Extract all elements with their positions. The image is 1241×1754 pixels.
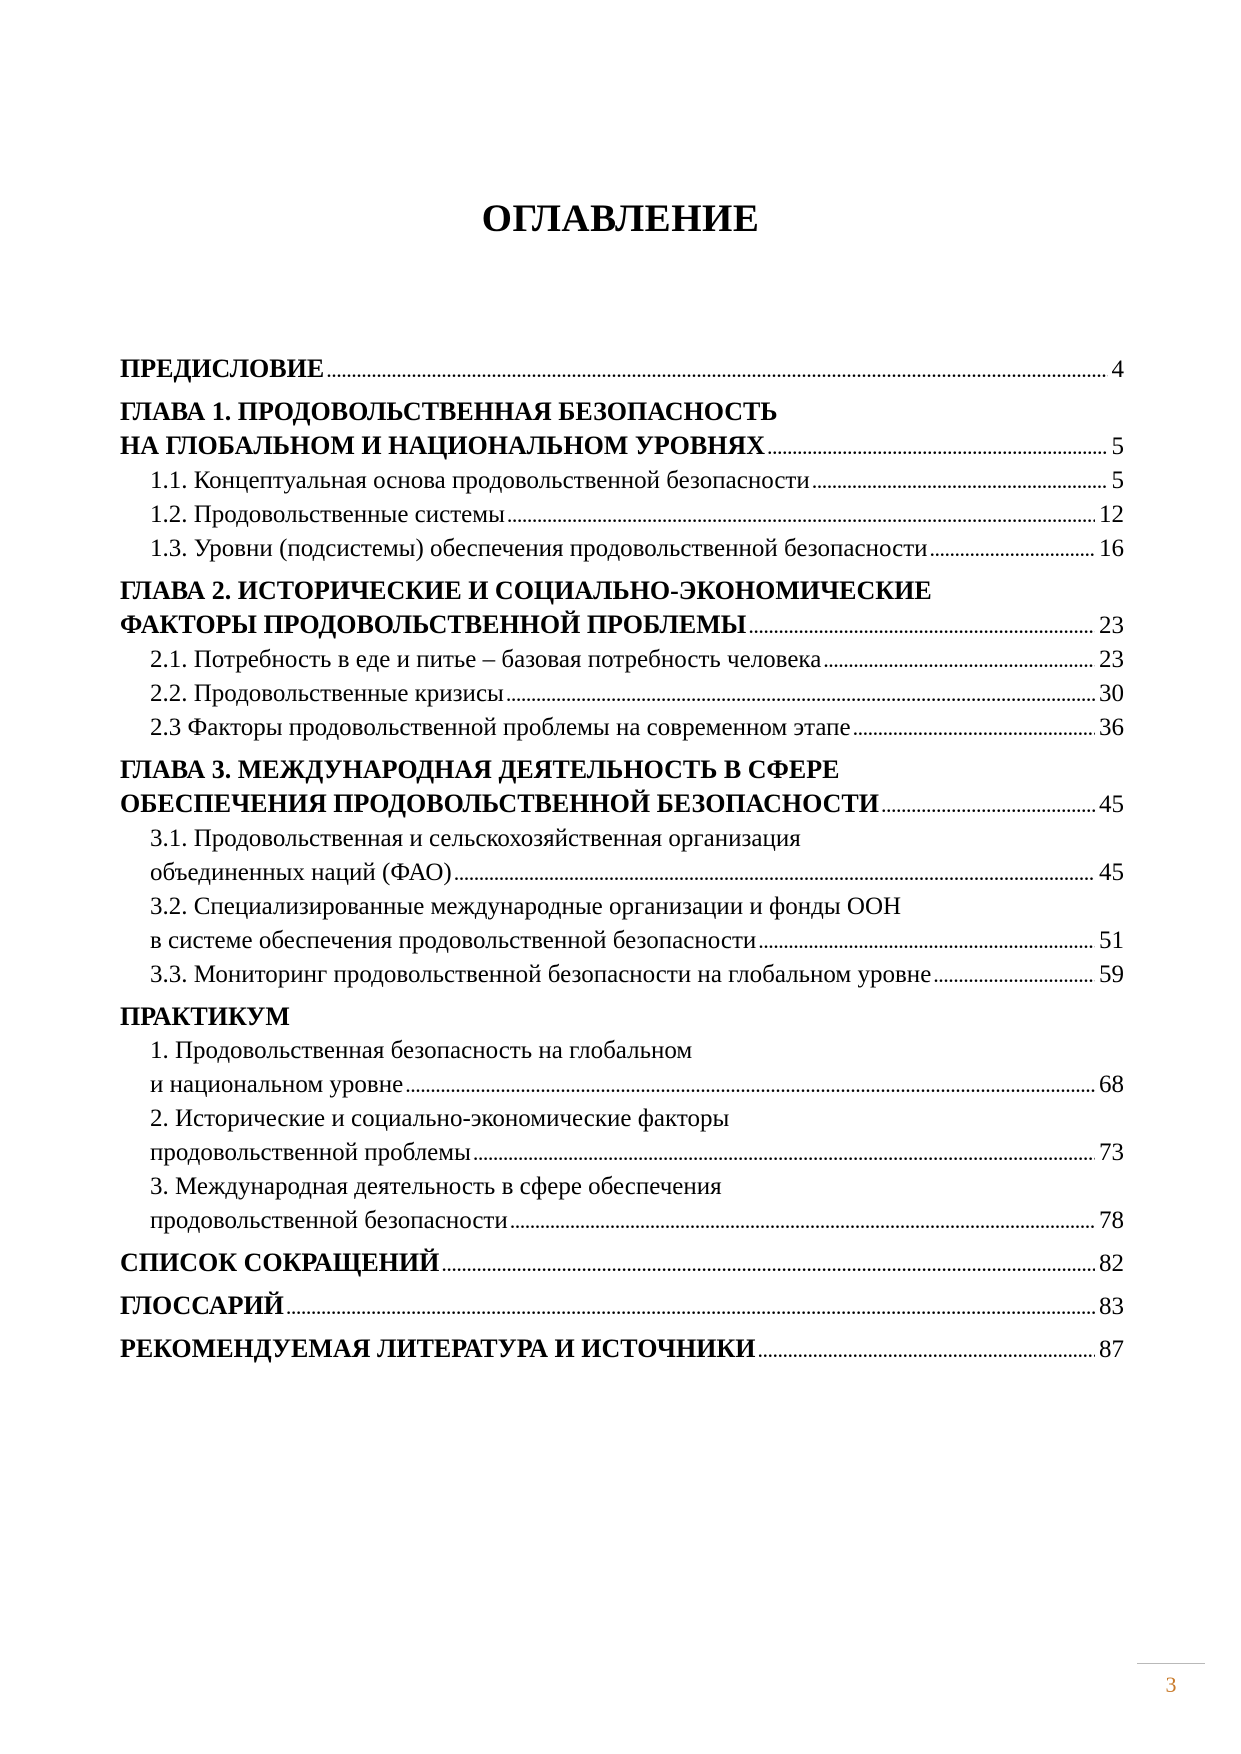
toc-entry-3-3[interactable]: [120, 958, 1124, 992]
toc-chapter-3-title-line2[interactable]: [120, 787, 1124, 822]
leader-dots: [510, 1204, 1095, 1238]
toc-group-glossary: [120, 1289, 1124, 1324]
toc-page-number: 45: [1099, 791, 1124, 818]
toc-entry-label: 2.2. Продовольственные кризисы: [150, 680, 504, 707]
leader-dots: [506, 677, 1095, 711]
toc-group-chapter-1: [120, 395, 1124, 566]
leader-dots: [757, 1333, 1095, 1367]
leader-dots: [933, 958, 1095, 992]
toc-chapter-3-title-line1[interactable]: ГЛАВА 3. МЕЖДУНАРОДНАЯ ДЕЯТЕЛЬНОСТЬ В СФЕРЕ: [120, 755, 840, 784]
page-title: ОГЛАВЛЕНИЕ: [481, 197, 760, 240]
toc-page-number: 78: [1099, 1207, 1124, 1234]
toc-entry-2-2[interactable]: [120, 677, 1124, 711]
toc-page-number: 82: [1099, 1250, 1124, 1277]
toc-group-chapter-3: [120, 753, 1124, 992]
toc-entry-practicum-1-line1[interactable]: 1. Продовольственная безопасность на глобальном: [150, 1037, 693, 1064]
toc-entry-3-1-line2[interactable]: [120, 856, 1124, 890]
toc-group-literature: [120, 1332, 1124, 1367]
toc-page-number: 87: [1099, 1336, 1124, 1363]
toc-page-number: 51: [1099, 927, 1124, 954]
footer-page-number: 3: [1165, 1672, 1177, 1697]
toc-page-number: 83: [1099, 1293, 1124, 1320]
toc-entry-practicum-3-line2[interactable]: [120, 1204, 1124, 1238]
leader-dots: [748, 609, 1095, 643]
toc-entry-3-2-line2[interactable]: [120, 924, 1124, 958]
toc-entry-label: и национальном уровне: [150, 1071, 404, 1098]
leader-dots: [286, 1290, 1095, 1324]
toc-entry-label: в системе обеспечения продовольственной безопасности: [150, 927, 757, 954]
leader-dots: [881, 788, 1095, 822]
toc-chapter-2-title-line2[interactable]: [120, 608, 1124, 643]
toc-group-preface: [120, 352, 1124, 387]
leader-dots: [767, 430, 1108, 464]
toc-entry-3-1-line1[interactable]: 3.1. Продовольственная и сельскохозяйственная организация: [150, 825, 801, 852]
toc-entry-practicum-3-line1[interactable]: 3. Международная деятельность в сфере обеспечения: [150, 1173, 722, 1200]
toc-entry-label: 1.1. Концептуальная основа продовольственной безопасности: [150, 467, 810, 494]
leader-dots: [812, 464, 1108, 498]
toc-page-number: 45: [1099, 859, 1124, 886]
toc-entry-practicum-2-line1[interactable]: 2. Исторические и социально-экономические факторы: [150, 1105, 730, 1132]
toc-entry-abbreviations[interactable]: [120, 1246, 1124, 1281]
toc-entry-label: ОБЕСПЕЧЕНИЯ ПРОДОВОЛЬСТВЕННОЙ БЕЗОПАСНОСТИ: [120, 789, 880, 818]
toc-entry-label: 3.3. Мониторинг продовольственной безопасности на глобальном уровне: [150, 961, 932, 988]
toc-entry-practicum-1-line2[interactable]: [120, 1068, 1124, 1102]
toc-page-number: 23: [1099, 646, 1124, 673]
toc-entry-label: 1.2. Продовольственные системы: [150, 501, 505, 528]
leader-dots: [930, 532, 1095, 566]
toc-page-number: 23: [1099, 612, 1124, 639]
toc-entry-label: продовольственной безопасности: [150, 1207, 508, 1234]
toc-entry-3-2-line1[interactable]: 3.2. Специализированные международные организации и фонды ООН: [150, 893, 902, 920]
toc-entry-label: 2.3 Факторы продовольственной проблемы на современном этапе: [150, 714, 851, 741]
leader-dots: [758, 924, 1095, 958]
toc-entry-label: СПИСОК СОКРАЩЕНИЙ: [120, 1248, 440, 1277]
toc-page-number: 5: [1111, 467, 1124, 494]
table-of-contents: [120, 352, 1124, 1375]
toc-page-number: 4: [1111, 356, 1124, 383]
leader-dots: [823, 643, 1095, 677]
toc-entry-practicum[interactable]: ПРАКТИКУМ: [120, 1002, 290, 1031]
leader-dots: [473, 1136, 1095, 1170]
toc-entry-label: РЕКОМЕНДУЕМАЯ ЛИТЕРАТУРА И ИСТОЧНИКИ: [120, 1334, 756, 1363]
toc-group-abbreviations: [120, 1246, 1124, 1281]
toc-entry-practicum-2-line2[interactable]: [120, 1136, 1124, 1170]
toc-page-number: 59: [1099, 961, 1124, 988]
toc-chapter-1-title-line2[interactable]: [120, 429, 1124, 464]
toc-page-number: 5: [1111, 433, 1124, 460]
toc-group-chapter-2: [120, 574, 1124, 745]
toc-page-number: 36: [1099, 714, 1124, 741]
toc-chapter-1-title-line1[interactable]: ГЛАВА 1. ПРОДОВОЛЬСТВЕННАЯ БЕЗОПАСНОСТЬ: [120, 397, 778, 426]
toc-entry-2-3[interactable]: [120, 711, 1124, 745]
toc-entry-literature[interactable]: [120, 1332, 1124, 1367]
toc-entry-label: ГЛОССАРИЙ: [120, 1291, 284, 1320]
toc-entry-glossary[interactable]: [120, 1289, 1124, 1324]
leader-dots: [326, 353, 1107, 387]
toc-entry-1-2[interactable]: [120, 498, 1124, 532]
toc-entry-label: 1.3. Уровни (подсистемы) обеспечения продовольственной безопасности: [150, 535, 928, 562]
toc-entry-preface[interactable]: [120, 352, 1124, 387]
toc-page-number: 16: [1099, 535, 1124, 562]
toc-chapter-2-title-line1[interactable]: ГЛАВА 2. ИСТОРИЧЕСКИЕ И СОЦИАЛЬНО-ЭКОНОМИЧЕСКИЕ: [120, 576, 932, 605]
toc-entry-label: продовольственной проблемы: [150, 1139, 471, 1166]
leader-dots: [507, 498, 1095, 532]
toc-entry-label: ФАКТОРЫ ПРОДОВОЛЬСТВЕННОЙ ПРОБЛЕМЫ: [120, 610, 747, 639]
leader-dots: [441, 1247, 1095, 1281]
toc-entry-2-1[interactable]: [120, 643, 1124, 677]
toc-page-number: 12: [1099, 501, 1124, 528]
footer-rule: [1137, 1663, 1205, 1664]
toc-page-number: 30: [1099, 680, 1124, 707]
toc-entry-1-3[interactable]: [120, 532, 1124, 566]
leader-dots: [454, 856, 1095, 890]
toc-entry-label: объединенных наций (ФАО): [150, 859, 452, 886]
toc-entry-label: ПРЕДИСЛОВИЕ: [120, 354, 325, 383]
toc-entry-label: НА ГЛОБАЛЬНОМ И НАЦИОНАЛЬНОМ УРОВНЯХ: [120, 431, 765, 460]
toc-entry-label: 2.1. Потребность в еде и питье – базовая потребность человека: [150, 646, 822, 673]
toc-group-practicum: [120, 1000, 1124, 1238]
toc-page-number: 73: [1099, 1139, 1124, 1166]
leader-dots: [853, 711, 1095, 745]
toc-entry-1-1[interactable]: [120, 464, 1124, 498]
leader-dots: [405, 1068, 1095, 1102]
toc-page-number: 68: [1099, 1071, 1124, 1098]
